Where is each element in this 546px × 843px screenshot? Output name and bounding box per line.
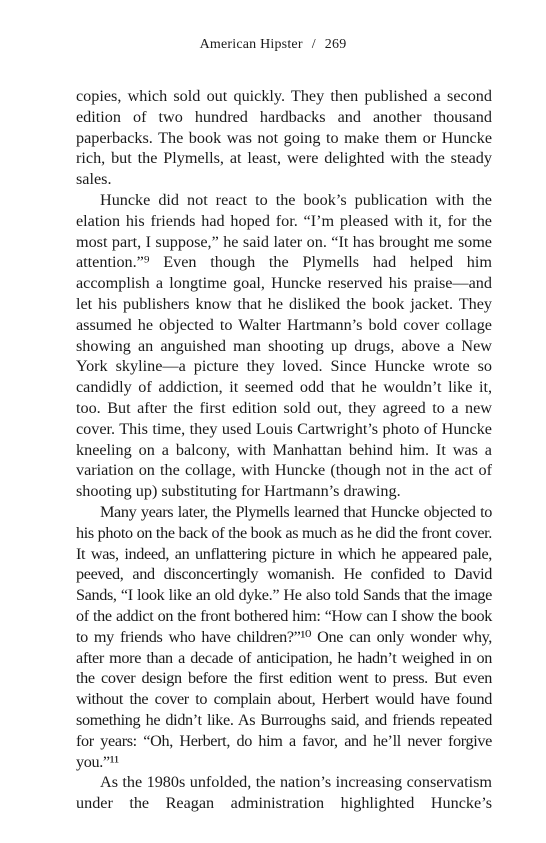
paragraph-2: Huncke did not react to the book’s publication with the elation his friends had hoped for. “I’m pleased with it, for the most part, I suppose,” he said later on. “It has brought me some attention.”⁹ Even though the Plymells had helped him accomplish a longtime goal, Huncke reserved his praise—and let his publishers know that he disliked the book jacket. They assumed he objected to Walter Hartmann’s bold cover collage showing an anguished man shooting up drugs, above a New York skyline—a picture they loved. Since Huncke wrote so candidly of addiction, it seemed odd that he wouldn’t like it, too. But after the first edition sold out, they agreed to a new cover. This time, they used Louis Cartwright’s photo of Huncke kneeling on a balcony, with Manhattan behind him. It was a variation on the collage, with Huncke (though not in the act of shooting up) substituting for Hartmann’s drawing.: [76, 190, 492, 501]
page-number: 269: [324, 37, 347, 52]
paragraph-1: copies, which sold out quickly. They then published a second edition of two hundred hardbacks and another thousand paperbacks. The book was not going to make them or Huncke rich, but the Plymells, at least, were delighted with the steady sales.: [76, 87, 492, 189]
running-head: [0, 37, 546, 53]
running-head-separator: /: [311, 37, 316, 52]
running-title: American Hipster: [199, 37, 303, 52]
body-text: [76, 86, 492, 814]
paragraph-3: Many years later, the Plymells learned that Huncke objected to his photo on the back of the book as much as he did the front cover. It was, indeed, an unflattering picture in which he appeared pale, peeved, and disconcertingly womanish. He confided to David Sands, “I look like an old dyke.” He also told Sands that the image of the addict on the front bothered him: “How can I show the book to my friends who have children?”¹⁰ One can only wonder why, after more than a decade of anticipation, he hadn’t weighed in on the cover design before the first edition went to press. But even without the cover to complain about, Herbert would have found something he didn’t like. As Burroughs said, and friends repeated for years: “Oh, Herbert, do him a favor, and he’ll never forgive you.”¹¹: [76, 502, 492, 771]
paragraph-4: As the 1980s unfolded, the nation’s increasing conservatism under the Reagan administration highlighted Huncke’s: [76, 773, 492, 813]
